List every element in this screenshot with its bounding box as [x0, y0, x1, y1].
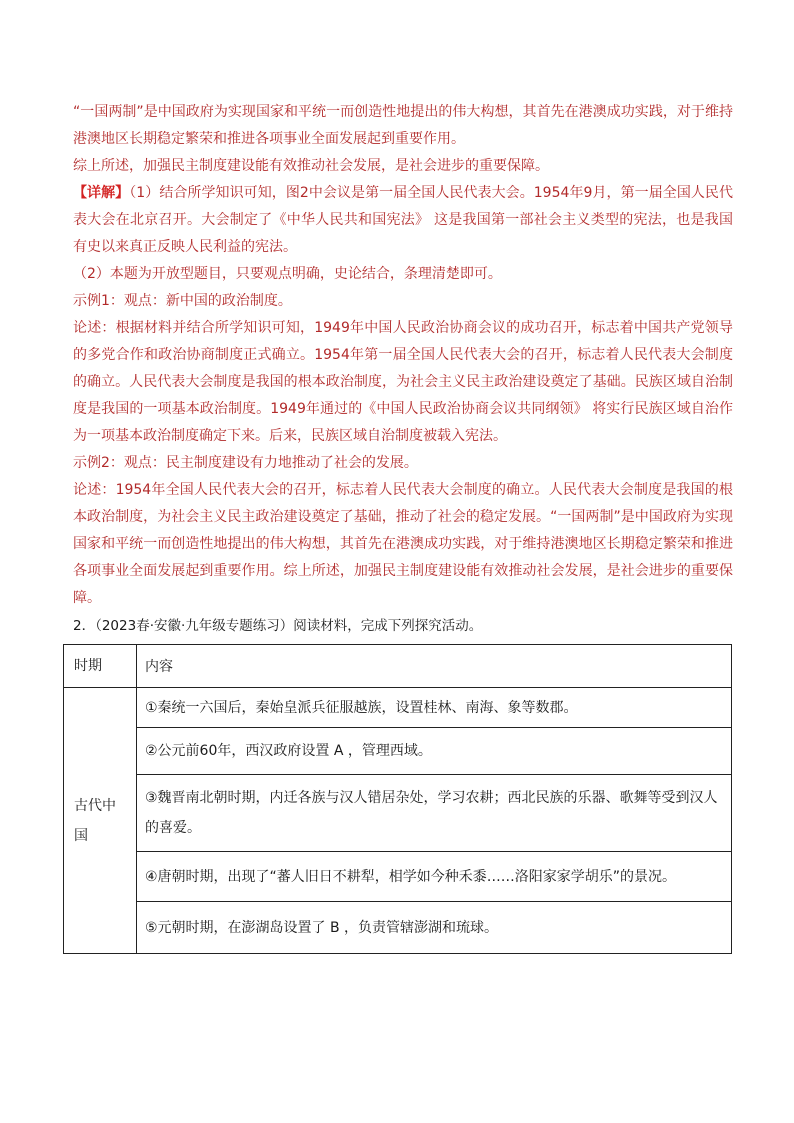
table-header-period: 时期	[64, 645, 137, 688]
table-row	[64, 852, 732, 902]
paragraph: 示例1：观点：新中国的政治制度。	[73, 293, 292, 309]
paragraph: 示例2：观点：民主制度建设有力地推动了社会的发展。	[73, 455, 418, 471]
table-header-row	[64, 645, 732, 688]
paragraph: （2）本题为开放型题目，只要观点明确，史论结合，条理清楚即可。	[73, 266, 502, 282]
question-stem: 2．（2023春·安徽·九年级专题练习）阅读材料，完成下列探究活动。	[73, 618, 483, 634]
table-header-content: 内容	[137, 645, 732, 688]
detail-text: （1）结合所学知识可知，图2中会议是第一届全国人民代表大会。1954年9月，第一届全国人民代表大会在北京召开。大会制定了《中华人民共和国宪法》 这是我国第一部社会主义类型的宪法，也是我国有史以来真正反映人民利益的宪法。	[73, 185, 733, 255]
table-row	[64, 728, 732, 775]
table-row	[64, 688, 732, 728]
paragraph: 综上所述，加强民主制度建设能有效推动社会发展，是社会进步的重要保障。	[73, 158, 549, 174]
table-cell: ③魏晋南北朝时期，内迁各族与汉人错居杂处，学习农耕；西北民族的乐器、歌舞等受到汉人的喜爱。	[137, 775, 732, 852]
table-cell: ⑤元朝时期，在澎湖岛设置了 B ，负责管辖澎湖和琉球。	[137, 902, 732, 954]
table-row	[64, 902, 732, 954]
material-table	[63, 644, 732, 954]
document-body	[73, 99, 733, 954]
table-cell: ①秦统一六国后，秦始皇派兵征服越族，设置桂林、南海、象等数郡。	[137, 688, 732, 728]
table-period-cell: 古代中国	[64, 688, 137, 954]
detail-tag: 【详解】	[73, 185, 130, 201]
paragraph: 论述：根据材料并结合所学知识可知，1949年中国人民政治协商会议的成功召开，标志着中国共产党领导的多党合作和政治协商制度正式确立。1954年第一届全国人民代表大会的召开，标志着人民代表大会制度的确立。人民代表大会制度是我国的根本政治制度，为社会主义民主政治建设奠定了基础。民族区域自治制度是我国的一项基本政治制度。1949年通过的《中国人民政治协商会议共同纲领》 将实行民族区域自治作为一项基本政治制度确定下来。后来，民族区域自治制度被载入宪法。	[73, 320, 733, 444]
table-cell: ④唐朝时期，出现了“蕃人旧日不耕犁，相学如今种禾黍……洛阳家家学胡乐”的景况。	[137, 852, 732, 902]
paragraph: “一国两制”是中国政府为实现国家和平统一而创造性地提出的伟大构想，其首先在港澳成功实践，对于维持港澳地区长期稳定繁荣和推进各项事业全面发展起到重要作用。	[73, 104, 733, 147]
table-cell: ②公元前60年，西汉政府设置 A ，管理西域。	[137, 728, 732, 775]
paragraph: 论述：1954年全国人民代表大会的召开，标志着人民代表大会制度的确立。人民代表大会制度是我国的根本政治制度，为社会主义民主政治建设奠定了基础，推动了社会的稳定发展。“一国两制”是中国政府为实现国家和平统一而创造性地提出的伟大构想，其首先在港澳成功实践，对于维持港澳地区长期稳定繁荣和推进各项事业全面发展起到重要作用。综上所述，加强民主制度建设能有效推动社会发展，是社会进步的重要保障。	[73, 482, 733, 606]
table-row	[64, 775, 732, 852]
detail-paragraph	[73, 180, 733, 261]
